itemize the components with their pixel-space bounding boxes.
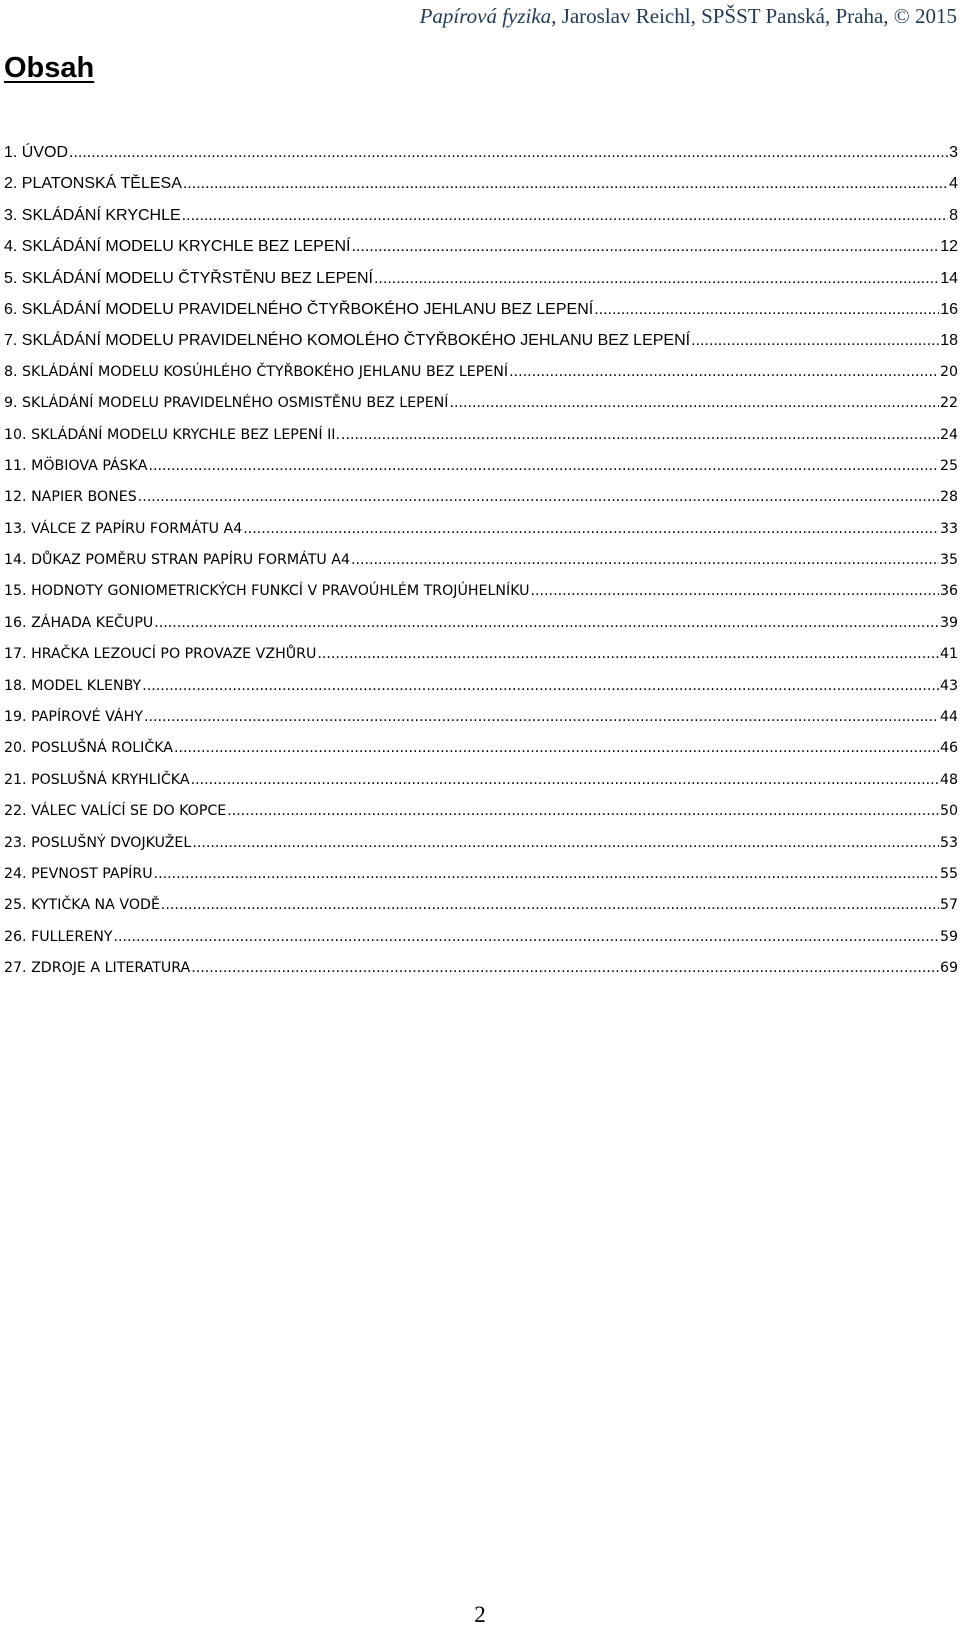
toc-entry-label: 26. FULLERENY xyxy=(4,928,113,945)
toc-dot-leader xyxy=(142,671,939,702)
toc-dot-leader xyxy=(138,482,939,513)
toc-entry-page: 55 xyxy=(939,865,958,882)
toc-entry[interactable] xyxy=(4,796,958,827)
toc-entry-page: 28 xyxy=(939,489,958,506)
toc-entry-label: 9. SKLÁDÁNÍ MODELU PRAVIDELNÉHO OSMISTĚNU BEZ LEPENÍ xyxy=(4,395,449,412)
toc-entry-label: 14. DŮKAZ POMĚRU STRAN PAPÍRU FORMÁTU A4 xyxy=(4,552,350,569)
toc-dot-leader xyxy=(191,765,939,796)
toc-entry[interactable] xyxy=(4,325,958,356)
toc-entry-page: 22 xyxy=(939,395,958,412)
toc-dot-leader xyxy=(69,137,948,168)
toc-dot-leader xyxy=(691,325,939,356)
toc-entry-label: 7. SKLÁDÁNÍ MODELU PRAVIDELNÉHO KOMOLÉHO ČTYŘBOKÉHO JEHLANU BEZ LEPENÍ xyxy=(4,332,691,350)
toc-entry-page: 3 xyxy=(949,144,958,161)
toc-entry[interactable] xyxy=(4,576,958,607)
toc-entry-page: 59 xyxy=(939,928,958,945)
toc-dot-leader xyxy=(351,231,939,262)
toc-entry[interactable] xyxy=(4,482,958,513)
toc-entry-page: 35 xyxy=(939,552,958,569)
header-author-info: , Jaroslav Reichl, SPŠST Panská, Praha, © 2015 xyxy=(551,4,957,28)
toc-dot-leader xyxy=(183,168,948,199)
toc-entry[interactable] xyxy=(4,608,958,639)
toc-entry-label: 17. HRAČKA LEZOUCÍ PO PROVAZE VZHŮRU xyxy=(4,646,317,663)
page-title: Obsah xyxy=(4,52,95,84)
toc-entry-page: 46 xyxy=(939,740,958,757)
toc-entry[interactable] xyxy=(4,702,958,733)
toc-entry-label: 5. SKLÁDÁNÍ MODELU ČTYŘSTĚNU BEZ LEPENÍ xyxy=(4,269,373,287)
toc-entry-label: 21. POSLUŠNÁ KRYHLIČKA xyxy=(4,771,190,788)
toc-dot-leader xyxy=(161,890,939,921)
toc-entry-page: 50 xyxy=(939,803,958,820)
toc-entry-label: 23. POSLUŠNÝ DVOJKUŽEL xyxy=(4,834,192,851)
toc-entry-label: 24. PEVNOST PAPÍRU xyxy=(4,865,153,882)
toc-entry[interactable] xyxy=(4,671,958,702)
header-book-title: Papírová fyzika xyxy=(419,4,552,28)
toc-entry-label: 16. ZÁHADA KEČUPU xyxy=(4,614,154,631)
toc-entry[interactable] xyxy=(4,859,958,890)
toc-entry-page: 36 xyxy=(939,583,958,600)
toc-dot-leader xyxy=(351,545,939,576)
toc-entry[interactable] xyxy=(4,765,958,796)
toc-entry[interactable] xyxy=(4,639,958,670)
running-header xyxy=(420,4,957,29)
toc-entry-page: 24 xyxy=(939,426,958,443)
toc-entry[interactable] xyxy=(4,953,958,984)
toc-entry[interactable] xyxy=(4,168,958,199)
toc-entry-page: 4 xyxy=(949,175,958,193)
toc-entry-label: 20. POSLUŠNÁ ROLIČKA xyxy=(4,740,173,757)
toc-entry-label: 27. ZDROJE A LITERATURA xyxy=(4,960,191,977)
toc-entry-page: 33 xyxy=(939,520,958,537)
toc-entry-label: 10. SKLÁDÁNÍ MODELU KRYCHLE BEZ LEPENÍ II. xyxy=(4,426,340,443)
toc-entry[interactable] xyxy=(4,451,958,482)
toc-dot-leader xyxy=(449,388,938,419)
toc-entry-page: 25 xyxy=(939,457,958,474)
toc-dot-leader xyxy=(594,294,939,325)
toc-entry-label: 8. SKLÁDÁNÍ MODELU KOSÚHLÉHO ČTYŘBOKÉHO JEHLANU BEZ LEPENÍ xyxy=(4,363,509,380)
toc-entry[interactable] xyxy=(4,828,958,859)
toc-entry[interactable] xyxy=(4,733,958,764)
toc-entry[interactable] xyxy=(4,231,958,262)
toc-entry-label: 12. NAPIER BONES xyxy=(4,489,137,506)
toc-entry-page: 48 xyxy=(939,771,958,788)
toc-dot-leader xyxy=(317,639,939,670)
toc-entry-label: 15. HODNOTY GONIOMETRICKÝCH FUNKCÍ V PRAVOÚHLÉM TROJÚHELNÍKU xyxy=(4,583,530,600)
toc-dot-leader xyxy=(509,357,939,388)
toc-dot-leader xyxy=(174,733,939,764)
toc-dot-leader xyxy=(243,514,939,545)
toc-dot-leader xyxy=(191,953,939,984)
toc-entry-page: 44 xyxy=(939,709,958,726)
toc-entry-label: 18. MODEL KLENBY xyxy=(4,677,142,694)
toc-entry-page: 43 xyxy=(939,677,958,694)
toc-entry-page: 12 xyxy=(940,238,958,256)
toc-entry-label: 13. VÁLCE Z PAPÍRU FORMÁTU A4 xyxy=(4,520,243,537)
toc-entry-page: 16 xyxy=(940,300,958,318)
toc-entry[interactable] xyxy=(4,388,958,419)
toc-entry-label: 25. KYTIČKA NA VODĚ xyxy=(4,897,160,914)
toc-entry-page: 69 xyxy=(939,960,958,977)
toc-entry-label: 6. SKLÁDÁNÍ MODELU PRAVIDELNÉHO ČTYŘBOKÉHO JEHLANU BEZ LEPENÍ xyxy=(4,300,594,318)
toc-entry[interactable] xyxy=(4,357,958,388)
toc-entry[interactable] xyxy=(4,263,958,294)
toc-entry[interactable] xyxy=(4,420,958,451)
toc-entry[interactable] xyxy=(4,294,958,325)
toc-entry[interactable] xyxy=(4,545,958,576)
toc-entry-label: 2. PLATONSKÁ TĚLESA xyxy=(4,175,182,193)
toc-entry[interactable] xyxy=(4,514,958,545)
toc-entry-page: 18 xyxy=(940,332,958,350)
table-of-contents xyxy=(4,137,958,985)
toc-entry-label: 19. PAPÍROVÉ VÁHY xyxy=(4,709,143,726)
toc-dot-leader xyxy=(148,451,938,482)
toc-entry-page: 14 xyxy=(940,269,958,287)
toc-dot-leader xyxy=(154,859,939,890)
toc-entry[interactable] xyxy=(4,922,958,953)
toc-entry-page: 20 xyxy=(939,363,958,380)
toc-entry-page: 39 xyxy=(939,614,958,631)
toc-dot-leader xyxy=(374,263,939,294)
toc-entry-page: 41 xyxy=(939,646,958,663)
toc-dot-leader xyxy=(341,420,939,451)
toc-dot-leader xyxy=(154,608,939,639)
toc-dot-leader xyxy=(114,922,939,953)
toc-entry-page: 8 xyxy=(949,206,958,224)
toc-dot-leader xyxy=(144,702,939,733)
toc-entry-label: 1. ÚVOD xyxy=(4,144,69,161)
toc-entry-label: 3. SKLÁDÁNÍ KRYCHLE xyxy=(4,206,181,224)
toc-entry-label: 11. MÖBIOVA PÁSKA xyxy=(4,457,148,474)
toc-dot-leader xyxy=(531,576,939,607)
page-number: 2 xyxy=(474,1602,486,1627)
toc-entry[interactable] xyxy=(4,137,958,168)
toc-entry-label: 22. VÁLEC VALÍCÍ SE DO KOPCE xyxy=(4,803,227,820)
toc-entry-page: 57 xyxy=(939,897,958,914)
toc-dot-leader xyxy=(192,828,939,859)
toc-entry[interactable] xyxy=(4,200,958,231)
toc-entry-label: 4. SKLÁDÁNÍ MODELU KRYCHLE BEZ LEPENÍ xyxy=(4,238,351,256)
toc-dot-leader xyxy=(227,796,939,827)
toc-dot-leader xyxy=(182,200,948,231)
toc-entry[interactable] xyxy=(4,890,958,921)
toc-entry-page: 53 xyxy=(939,834,958,851)
